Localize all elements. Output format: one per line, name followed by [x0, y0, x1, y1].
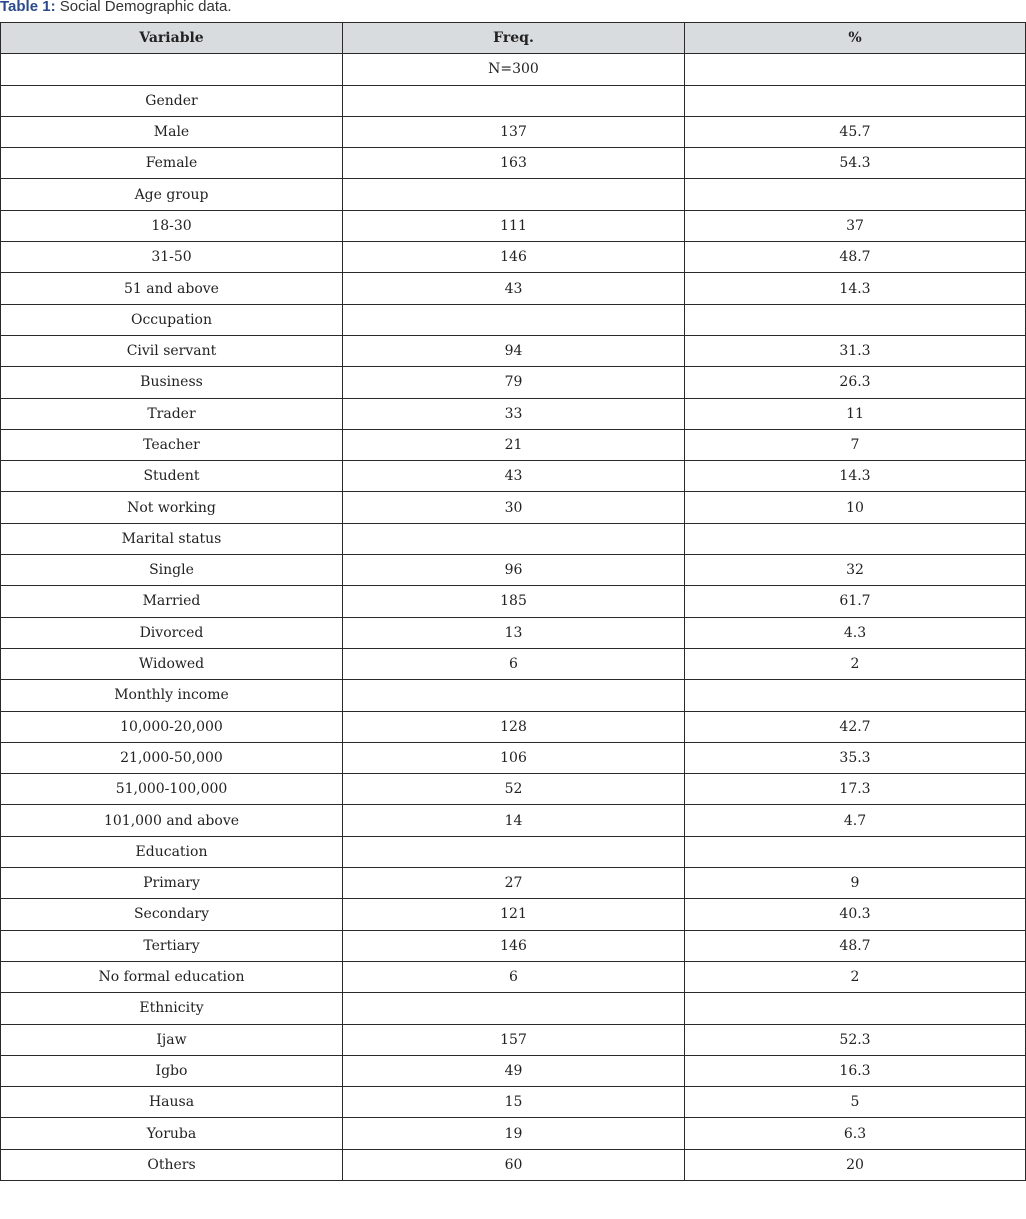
table-row	[1, 617, 1026, 648]
cell-frequency: 52	[343, 774, 685, 805]
table-row	[1, 242, 1026, 273]
cell-percent: 31.3	[685, 335, 1026, 366]
cell-variable: 21,000-50,000	[1, 742, 343, 773]
table-row	[1, 304, 1026, 335]
cell-variable: Widowed	[1, 648, 343, 679]
table-row	[1, 367, 1026, 398]
cell-percent	[685, 304, 1026, 335]
table-row	[1, 648, 1026, 679]
social-demographic-table	[0, 22, 1026, 1181]
cell-variable: 101,000 and above	[1, 805, 343, 836]
cell-percent: 35.3	[685, 742, 1026, 773]
table-row	[1, 210, 1026, 241]
header-variable: Variable	[1, 23, 343, 54]
cell-percent: 16.3	[685, 1055, 1026, 1086]
cell-variable: Civil servant	[1, 335, 343, 366]
cell-percent: 14.3	[685, 273, 1026, 304]
cell-variable: 18-30	[1, 210, 343, 241]
cell-percent: 17.3	[685, 774, 1026, 805]
table-row	[1, 774, 1026, 805]
cell-variable: Education	[1, 836, 343, 867]
cell-frequency: 111	[343, 210, 685, 241]
cell-variable: No formal education	[1, 961, 343, 992]
cell-variable: Single	[1, 555, 343, 586]
cell-frequency: 6	[343, 648, 685, 679]
cell-frequency: 128	[343, 711, 685, 742]
cell-variable: Divorced	[1, 617, 343, 648]
cell-variable: 51,000-100,000	[1, 774, 343, 805]
cell-percent: 48.7	[685, 930, 1026, 961]
cell-frequency: 21	[343, 429, 685, 460]
table-row	[1, 930, 1026, 961]
cell-variable: Married	[1, 586, 343, 617]
cell-variable: Business	[1, 367, 343, 398]
table-row	[1, 148, 1026, 179]
cell-variable: Yoruba	[1, 1118, 343, 1149]
cell-percent: 10	[685, 492, 1026, 523]
cell-percent: 54.3	[685, 148, 1026, 179]
cell-frequency: 19	[343, 1118, 685, 1149]
table-row	[1, 179, 1026, 210]
cell-percent: 4.3	[685, 617, 1026, 648]
cell-frequency: N=300	[343, 54, 685, 85]
cell-percent: 5	[685, 1087, 1026, 1118]
cell-percent: 2	[685, 961, 1026, 992]
table-row	[1, 868, 1026, 899]
header-row	[1, 23, 1026, 54]
cell-frequency: 146	[343, 242, 685, 273]
cell-frequency	[343, 523, 685, 554]
cell-percent: 32	[685, 555, 1026, 586]
cell-percent	[685, 523, 1026, 554]
table-row	[1, 461, 1026, 492]
table-row	[1, 1087, 1026, 1118]
cell-variable: Igbo	[1, 1055, 343, 1086]
cell-frequency	[343, 836, 685, 867]
cell-frequency	[343, 680, 685, 711]
table-header	[1, 23, 1026, 54]
cell-frequency: 13	[343, 617, 685, 648]
cell-variable: Tertiary	[1, 930, 343, 961]
cell-frequency: 33	[343, 398, 685, 429]
cell-frequency: 79	[343, 367, 685, 398]
table-row	[1, 1055, 1026, 1086]
cell-frequency: 137	[343, 116, 685, 147]
table-row	[1, 899, 1026, 930]
table-row	[1, 1149, 1026, 1180]
table-row	[1, 961, 1026, 992]
cell-variable: Primary	[1, 868, 343, 899]
table-row	[1, 555, 1026, 586]
table-row	[1, 335, 1026, 366]
cell-percent	[685, 993, 1026, 1024]
cell-frequency: 27	[343, 868, 685, 899]
cell-variable: Age group	[1, 179, 343, 210]
cell-frequency: 14	[343, 805, 685, 836]
cell-percent: 6.3	[685, 1118, 1026, 1149]
header-percent: %	[685, 23, 1026, 54]
table-row	[1, 1118, 1026, 1149]
cell-frequency: 30	[343, 492, 685, 523]
cell-frequency: 49	[343, 1055, 685, 1086]
cell-variable: Trader	[1, 398, 343, 429]
cell-frequency: 185	[343, 586, 685, 617]
cell-frequency	[343, 85, 685, 116]
cell-frequency: 121	[343, 899, 685, 930]
cell-variable	[1, 54, 343, 85]
cell-percent: 11	[685, 398, 1026, 429]
table-row	[1, 523, 1026, 554]
table-row	[1, 1024, 1026, 1055]
cell-variable: Monthly income	[1, 680, 343, 711]
table-row	[1, 273, 1026, 304]
table-row	[1, 805, 1026, 836]
cell-percent	[685, 54, 1026, 85]
cell-percent: 26.3	[685, 367, 1026, 398]
table-row	[1, 54, 1026, 85]
cell-variable: Student	[1, 461, 343, 492]
table-row	[1, 586, 1026, 617]
cell-percent: 14.3	[685, 461, 1026, 492]
cell-percent: 40.3	[685, 899, 1026, 930]
table-caption	[0, 0, 232, 17]
cell-frequency: 6	[343, 961, 685, 992]
cell-variable: 31-50	[1, 242, 343, 273]
cell-percent	[685, 680, 1026, 711]
cell-percent: 42.7	[685, 711, 1026, 742]
cell-variable: 51 and above	[1, 273, 343, 304]
cell-percent: 61.7	[685, 586, 1026, 617]
cell-variable: Ijaw	[1, 1024, 343, 1055]
table-row	[1, 398, 1026, 429]
table-row	[1, 742, 1026, 773]
cell-percent: 4.7	[685, 805, 1026, 836]
table-row	[1, 429, 1026, 460]
cell-variable: Occupation	[1, 304, 343, 335]
cell-percent: 37	[685, 210, 1026, 241]
table-body	[1, 54, 1026, 1181]
table-caption-label: Table 1:	[0, 0, 56, 15]
cell-percent: 20	[685, 1149, 1026, 1180]
cell-frequency	[343, 304, 685, 335]
cell-variable: Gender	[1, 85, 343, 116]
table-caption-text: Social Demographic data.	[55, 0, 232, 15]
cell-frequency: 60	[343, 1149, 685, 1180]
table-row	[1, 836, 1026, 867]
cell-variable: Not working	[1, 492, 343, 523]
cell-frequency: 157	[343, 1024, 685, 1055]
cell-variable: Ethnicity	[1, 993, 343, 1024]
cell-variable: Secondary	[1, 899, 343, 930]
table-row	[1, 711, 1026, 742]
table-row	[1, 116, 1026, 147]
cell-frequency: 94	[343, 335, 685, 366]
cell-percent: 48.7	[685, 242, 1026, 273]
cell-variable: Others	[1, 1149, 343, 1180]
cell-percent	[685, 179, 1026, 210]
cell-percent	[685, 836, 1026, 867]
cell-frequency: 106	[343, 742, 685, 773]
cell-variable: 10,000-20,000	[1, 711, 343, 742]
cell-percent: 2	[685, 648, 1026, 679]
table-row	[1, 85, 1026, 116]
cell-frequency: 43	[343, 461, 685, 492]
cell-percent: 52.3	[685, 1024, 1026, 1055]
table-row	[1, 993, 1026, 1024]
cell-frequency	[343, 993, 685, 1024]
cell-frequency: 146	[343, 930, 685, 961]
table-row	[1, 492, 1026, 523]
cell-variable: Hausa	[1, 1087, 343, 1118]
header-frequency: Freq.	[343, 23, 685, 54]
cell-variable: Female	[1, 148, 343, 179]
cell-frequency: 43	[343, 273, 685, 304]
cell-variable: Teacher	[1, 429, 343, 460]
table-row	[1, 680, 1026, 711]
cell-frequency: 96	[343, 555, 685, 586]
cell-percent	[685, 85, 1026, 116]
cell-variable: Marital status	[1, 523, 343, 554]
cell-variable: Male	[1, 116, 343, 147]
cell-frequency: 15	[343, 1087, 685, 1118]
cell-percent: 45.7	[685, 116, 1026, 147]
cell-frequency	[343, 179, 685, 210]
cell-frequency: 163	[343, 148, 685, 179]
cell-percent: 7	[685, 429, 1026, 460]
cell-percent: 9	[685, 868, 1026, 899]
